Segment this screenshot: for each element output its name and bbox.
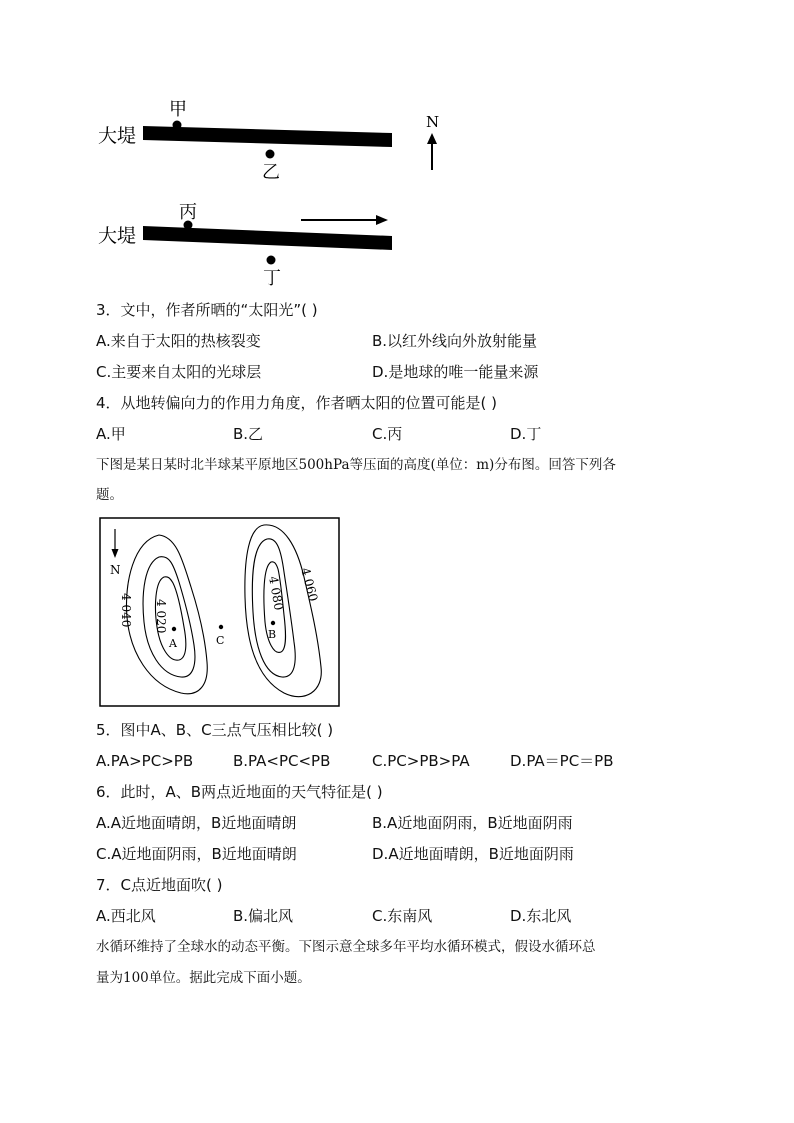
q6-option-d[interactable]: D.A近地面晴朗，B近地面阴雨	[372, 845, 574, 863]
q4-stem: 4．从地转偏向力的作用力角度，作者晒太阳的位置可能是( )	[96, 394, 498, 412]
q3-option-c[interactable]: C.主要来自太阳的光球层	[96, 363, 262, 381]
q7-option-d[interactable]: D.东北风	[510, 907, 572, 925]
contour-label-4020: 4 020	[154, 599, 168, 634]
point-yi-dot	[266, 150, 275, 159]
q4-option-a[interactable]: A.甲	[96, 425, 126, 443]
map-frame	[100, 518, 339, 706]
q5-stem: 5．图中A、B、C三点气压相比较( )	[96, 721, 334, 739]
q6-stem: 6．此时，A、B两点近地面的天气特征是( )	[96, 783, 383, 801]
q5-option-b[interactable]: B.PA<PC<PB	[233, 752, 331, 770]
q7-option-b[interactable]: B.偏北风	[233, 907, 294, 925]
contour-label-4080: 4 080	[266, 575, 286, 612]
point-b-label: B	[268, 628, 277, 641]
point-yi-label: 乙	[262, 162, 280, 183]
dike-2	[143, 226, 392, 250]
point-ding-dot	[267, 256, 276, 265]
north-arrow-head-1	[427, 133, 437, 144]
q3-option-d[interactable]: D.是地球的唯一能量来源	[372, 363, 539, 381]
intro1-line2: 题。	[96, 487, 123, 503]
q4-option-b[interactable]: B.乙	[233, 425, 264, 443]
point-c-dot	[219, 625, 223, 629]
q3-option-a[interactable]: A.来自于太阳的热核裂变	[96, 332, 261, 350]
intro2-line2: 量为100单位。据此完成下面小题。	[96, 970, 311, 986]
dike-label-2: 大堤	[98, 225, 137, 247]
point-bing-label: 丙	[179, 202, 197, 223]
point-b-dot	[271, 621, 275, 625]
q3-option-b[interactable]: B.以红外线向外放射能量	[372, 332, 538, 350]
dike-figure	[90, 90, 460, 290]
q6-option-a[interactable]: A.A近地面晴朗，B近地面晴朗	[96, 814, 297, 832]
q5-option-c[interactable]: C.PC>PB>PA	[372, 752, 470, 770]
q4-option-c[interactable]: C.丙	[372, 425, 403, 443]
q6-option-c[interactable]: C.A近地面阴雨，B近地面晴朗	[96, 845, 297, 863]
intro1-line1: 下图是某日某时北半球某平原地区500hPa等压面的高度(单位：m)分布图。回答下列各	[96, 457, 616, 473]
north-label-1: N	[426, 113, 440, 131]
q4-option-d[interactable]: D.丁	[510, 425, 542, 443]
contour-label-4060: 4 060	[298, 566, 321, 603]
point-jia-label: 甲	[169, 99, 187, 120]
direction-arrow-head	[376, 215, 388, 225]
dike-label-1: 大堤	[98, 125, 137, 147]
q5-option-a[interactable]: A.PA>PC>PB	[96, 752, 194, 770]
point-a-label: A	[169, 637, 177, 650]
point-jia-dot	[173, 121, 182, 130]
q7-stem: 7．C点近地面吹( )	[96, 876, 223, 894]
q3-stem: 3．文中，作者所晒的“太阳光”( )	[96, 301, 318, 319]
q7-option-c[interactable]: C.东南风	[372, 907, 433, 925]
point-c-label: C	[216, 634, 225, 647]
point-ding-label: 丁	[263, 268, 281, 289]
dike-1	[143, 126, 392, 147]
north-label-2: N	[110, 563, 121, 577]
point-a-dot	[172, 627, 176, 631]
q5-option-d[interactable]: D.PA＝PC＝PB	[510, 752, 614, 770]
q6-option-b[interactable]: B.A近地面阴雨，B近地面阴雨	[372, 814, 573, 832]
intro2-line1: 水循环维持了全球水的动态平衡。下图示意全球多年平均水循环模式，假设水循环总	[96, 939, 596, 955]
contour-map	[99, 517, 340, 707]
q7-option-a[interactable]: A.西北风	[96, 907, 156, 925]
contour-label-4040: 4 040	[119, 593, 133, 628]
